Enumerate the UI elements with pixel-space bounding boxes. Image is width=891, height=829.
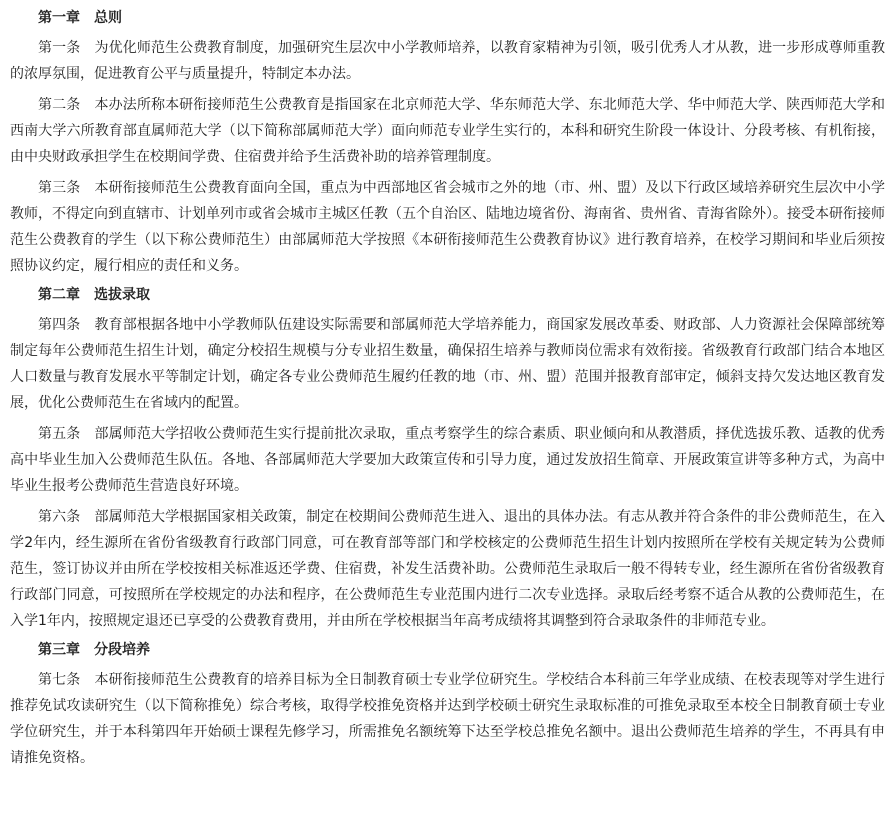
chapter-heading-2: 第二章 选拔录取: [38, 287, 150, 303]
article-3: 第三条 本研衔接师范生公费教育面向全国，重点为中西部地区省会城市之外的地（市、州、盟）及以下行政区域培养研究生层次中小学教师，不得定向到直辖市、计划单列市或省会城市主城区任教（五个自治区、陆地边境省份、海南省、贵州省、青海省除外）。接受本研衔接师范生公费教育的学生（以下称公费师范生）由部属师范大学按照《本研衔接师范生公费教育协议》进行教育培养，在校学习期间和毕业后须按照协议约定，履行相应的责任和义务。: [10, 180, 885, 274]
article-2: 第二条 本办法所称本研衔接师范生公费教育是指国家在北京师范大学、华东师范大学、东北师范大学、华中师范大学、陕西师范大学和西南大学六所教育部直属师范大学（以下简称部属师范大学）面向师范专业学生实行的，本科和研究生阶段一体设计、分段考核、有机衔接，由中央财政承担学生在校期间学费、住宿费并给予生活费补助的培养管理制度。: [10, 97, 885, 165]
chapter-heading-1: 第一章 总则: [38, 10, 122, 26]
article-6: 第六条 部属师范大学根据国家相关政策，制定在校期间公费师范生进入、退出的具体办法。有志从教并符合条件的非公费师范生，在入学2年内，经生源所在省份省级教育行政部门同意，可在教育部等部门和学校核定的公费师范生招生计划内按照所在学校有关规定转为公费师范生，签订协议并由所在学校按相关标准返还学费、住宿费，补发生活费补助。公费师范生录取后一般不得转专业，经生源所在省份省级教育行政部门同意，可按照所在学校规定的办法和程序，在公费师范生专业范围内进行二次专业选择。录取后经考察不适合从教的公费师范生，在入学1年内，按照规定退还已享受的公费教育费用，并由所在学校根据当年高考成绩将其调整到符合录取条件的非师范专业。: [10, 509, 885, 629]
article-7: 第七条 本研衔接师范生公费教育的培养目标为全日制教育硕士专业学位研究生。学校结合本科前三年学业成绩、在校表现等对学生进行推荐免试攻读研究生（以下简称推免）综合考核，取得学校推免资格并达到学校硕士研究生录取标准的可推免录取至本校全日制教育硕士专业学位研究生，并于本科第四年开始硕士课程先修学习，所需推免名额统筹下达至学校总推免名额中。退出公费师范生培养的学生，不再具有申请推免资格。: [10, 672, 885, 766]
chapter-heading-3: 第三章 分段培养: [38, 642, 150, 658]
article-5: 第五条 部属师范大学招收公费师范生实行提前批次录取，重点考察学生的综合素质、职业倾向和从教潜质，择优选拔乐教、适教的优秀高中毕业生加入公费师范生队伍。各地、各部属师范大学要加大政策宣传和引导力度，通过发放招生简章、开展政策宣讲等多种方式，为高中毕业生报考公费师范生营造良好环境。: [10, 426, 885, 494]
article-4: 第四条 教育部根据各地中小学教师队伍建设实际需要和部属师范大学培养能力，商国家发展改革委、财政部、人力资源社会保障部统筹制定每年公费师范生招生计划，确定分校招生规模与分专业招生数量，确保招生培养与教师岗位需求有效衔接。省级教育行政部门结合本地区人口数量与教育发展水平等制定计划，确定各专业公费师范生履约任教的地（市、州、盟）范围并报教育部审定，倾斜支持欠发达地区教育发展，优化公费师范生在省域内的配置。: [10, 317, 885, 411]
article-1: 第一条 为优化师范生公费教育制度，加强研究生层次中小学教师培养，以教育家精神为引领，吸引优秀人才从教，进一步形成尊师重教的浓厚氛围，促进教育公平与质量提升，特制定本办法。: [10, 40, 885, 82]
